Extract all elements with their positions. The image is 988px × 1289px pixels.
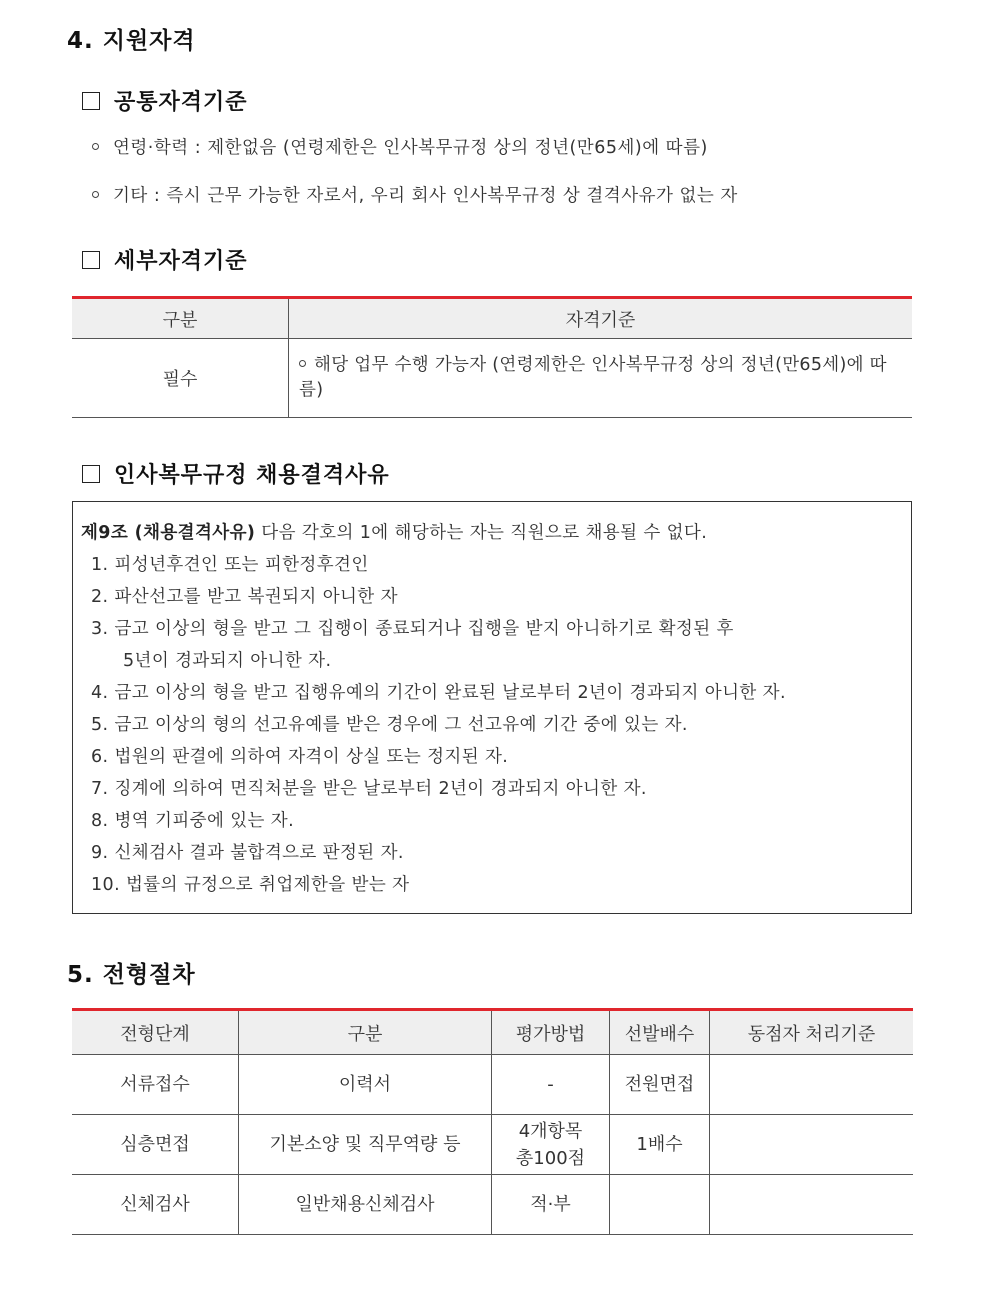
table-row	[72, 1055, 913, 1115]
type-cell: 기본소양 및 직무역량 등	[239, 1115, 492, 1175]
regulation-box	[72, 501, 912, 914]
table-header-row	[72, 1010, 913, 1055]
table-row	[72, 1175, 913, 1235]
bullet-icon	[92, 143, 99, 150]
column-header: 동점자 처리기준	[710, 1010, 914, 1055]
detail-criteria-table	[72, 296, 912, 418]
regulation-heading-text: 인사복무규정 채용결격사유	[114, 463, 390, 488]
selection-process-table	[72, 1008, 913, 1235]
checkbox-square-icon	[82, 251, 100, 269]
stage-cell: 서류접수	[72, 1055, 239, 1115]
criteria-cell	[289, 339, 913, 418]
article-title: 제9조 (채용결격사유)	[81, 523, 256, 543]
bullet-icon	[299, 360, 306, 367]
detail-criteria-heading	[82, 244, 248, 275]
table-header-row	[72, 298, 912, 339]
column-header: 구분	[239, 1010, 492, 1055]
common-criteria-heading	[82, 85, 248, 116]
list-item: 6. 법원의 판결에 의하여 자격이 상실 또는 정지된 자.	[91, 747, 509, 767]
ratio-cell: 1배수	[610, 1115, 710, 1175]
list-item-continuation: 5년이 경과되지 아니한 자.	[123, 651, 332, 671]
method-cell: 4개항목 총100점	[492, 1115, 610, 1175]
section-4-title: 4. 지원자격	[67, 28, 196, 54]
list-item: 10. 법률의 규정으로 취업제한을 받는 자	[91, 875, 410, 895]
method-cell: -	[492, 1055, 610, 1115]
bullet-text: 연령·학력 : 제한없음 (연령제한은 인사복무규정 상의 정년(만65세)에 따름)	[113, 138, 708, 158]
regulation-article	[81, 520, 786, 552]
list-item: 4. 금고 이상의 형을 받고 집행유예의 기간이 완료된 날로부터 2년이 경과되지 아니한 자.	[91, 683, 786, 703]
regulation-heading	[82, 458, 390, 489]
bullet-text: 기타 : 즉시 근무 가능한 자로서, 우리 회사 인사복무규정 상 결격사유가 없는 자	[113, 186, 738, 206]
table-row	[72, 339, 912, 418]
list-item: 8. 병역 기피중에 있는 자.	[91, 811, 295, 831]
table-row	[72, 1115, 913, 1175]
checkbox-square-icon	[82, 92, 100, 110]
article-intro: 다음 각호의 1에 해당하는 자는 직원으로 채용될 수 없다.	[255, 523, 708, 543]
column-header: 자격기준	[289, 298, 913, 339]
checkbox-square-icon	[82, 465, 100, 483]
section-5-title: 5. 전형절차	[67, 962, 196, 988]
ratio-cell: 전원면접	[610, 1055, 710, 1115]
column-header: 선발배수	[610, 1010, 710, 1055]
column-header: 구분	[72, 298, 289, 339]
ratio-cell	[610, 1175, 710, 1235]
type-cell: 일반채용신체검사	[239, 1175, 492, 1235]
column-header: 전형단계	[72, 1010, 239, 1055]
detail-criteria-heading-text: 세부자격기준	[114, 249, 248, 274]
bullet-icon	[92, 191, 99, 198]
stage-cell: 심층면접	[72, 1115, 239, 1175]
bullet-other	[92, 182, 738, 207]
list-item: 5. 금고 이상의 형의 선고유예를 받은 경우에 그 선고유예 기간 중에 있는 자.	[91, 715, 688, 735]
column-header: 평가방법	[492, 1010, 610, 1055]
list-item: 9. 신체검사 결과 불합격으로 판정된 자.	[91, 843, 404, 863]
criteria-text: 해당 업무 수행 가능자 (연령제한은 인사복무규정 상의 정년(만65세)에 따름)	[299, 355, 887, 400]
tie-cell	[710, 1115, 914, 1175]
type-cell: 이력서	[239, 1055, 492, 1115]
method-cell: 적·부	[492, 1175, 610, 1235]
list-item: 1. 피성년후견인 또는 피한정후견인	[91, 555, 369, 575]
bullet-age-education	[92, 134, 708, 159]
tie-cell	[710, 1055, 914, 1115]
common-criteria-heading-text: 공통자격기준	[114, 90, 248, 115]
list-item: 3. 금고 이상의 형을 받고 그 집행이 종료되거나 집행을 받지 아니하기로 확정된 후	[91, 619, 734, 639]
list-item: 7. 징계에 의하여 면직처분을 받은 날로부터 2년이 경과되지 아니한 자.	[91, 779, 647, 799]
regulation-text	[81, 520, 786, 904]
stage-cell: 신체검사	[72, 1175, 239, 1235]
tie-cell	[710, 1175, 914, 1235]
category-cell: 필수	[72, 339, 289, 418]
list-item: 2. 파산선고를 받고 복권되지 아니한 자	[91, 587, 398, 607]
